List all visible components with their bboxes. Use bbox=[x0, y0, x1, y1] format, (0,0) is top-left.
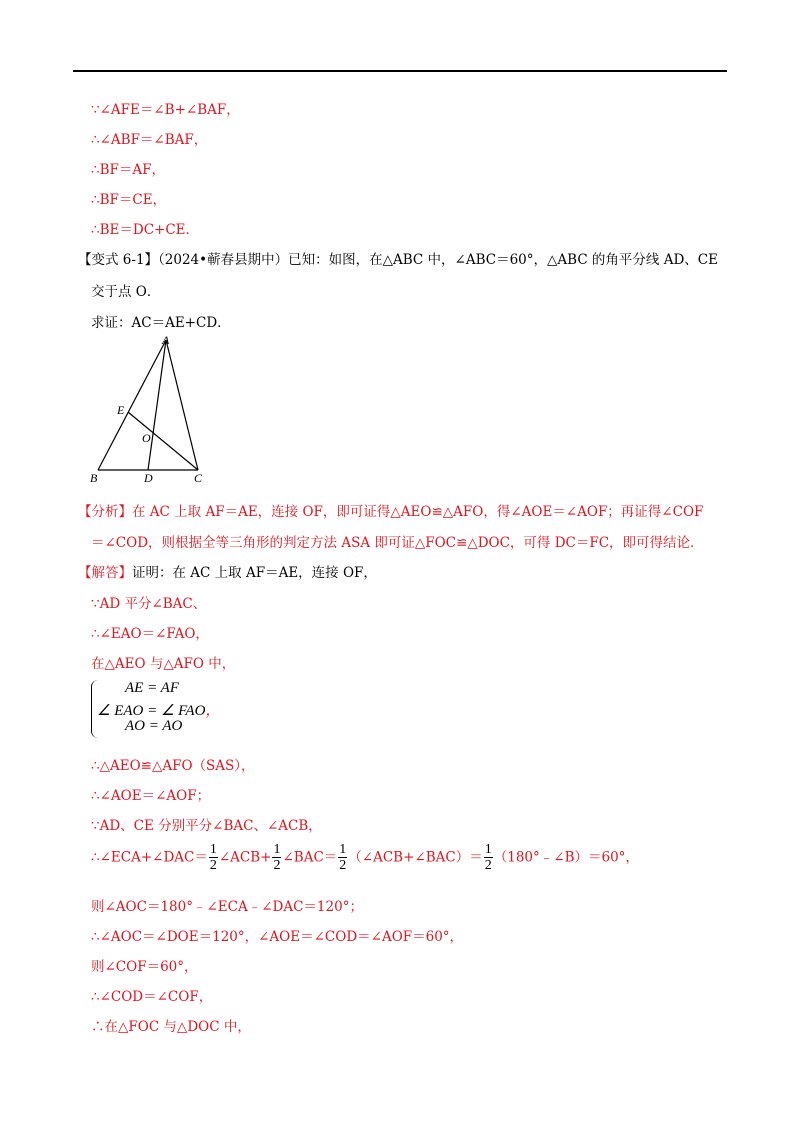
variant-tag: 【变式 6-1】 bbox=[78, 252, 159, 268]
variant-heading bbox=[78, 248, 718, 268]
answer-text: 证明：在 AC 上取 AF＝AE，连接 OF， bbox=[132, 565, 377, 581]
fraction-half bbox=[272, 843, 281, 873]
analysis-line: 【分析】在 AC 上取 AF＝AE，连接 OF，即可证得△AEO≌△AFO，得∠AOE＝∠AOF；再证得∠COF bbox=[78, 504, 704, 520]
label-c: C bbox=[194, 471, 203, 484]
text-line: ∴BF＝CE， bbox=[91, 192, 167, 208]
text-line: ∴∠COD＝∠COF， bbox=[91, 989, 213, 1005]
text-line: 则∠COF＝60°， bbox=[91, 959, 198, 975]
system-comma: ， bbox=[205, 703, 221, 719]
label-a: A bbox=[162, 333, 170, 347]
label-e: E bbox=[117, 403, 125, 417]
text-line: ∴BE＝DC+CE． bbox=[91, 222, 200, 238]
prove-statement: 求证：AC＝AE+CD． bbox=[91, 315, 231, 331]
expr-part: （180°﹣∠B）＝60°， bbox=[493, 849, 639, 866]
numerator: 1 bbox=[273, 842, 281, 857]
text-line: ∵∠AFE＝∠B+∠BAF， bbox=[91, 102, 240, 118]
label-o: O bbox=[142, 431, 151, 445]
analysis-line: ＝∠COD，则根据全等三角形的判定方法 ASA 即可证△FOC≌△DOC，可得 DC＝FC，即可得结论． bbox=[91, 535, 704, 551]
system-row: AE = AF bbox=[125, 680, 180, 696]
fraction-line bbox=[91, 843, 639, 873]
fraction-half bbox=[338, 843, 347, 873]
fraction-half bbox=[209, 843, 218, 873]
text-line: ∴∠EAO＝∠FAO， bbox=[91, 626, 209, 642]
text-line: 则∠AOC＝180°﹣∠ECA﹣∠DAC＝120°； bbox=[91, 899, 363, 915]
text-line: ∴△AEO≌△AFO（SAS）， bbox=[91, 758, 255, 774]
triangle-figure bbox=[88, 332, 213, 484]
text-line: ∴BF＝AF， bbox=[91, 162, 165, 178]
answer-tag: 【解答】 bbox=[78, 565, 132, 581]
system-row-text: ∠ EAO = ∠ FAO bbox=[97, 703, 206, 719]
side-ab bbox=[98, 340, 166, 470]
bisector-ad bbox=[148, 340, 166, 470]
numerator: 1 bbox=[339, 842, 347, 857]
expr-part: ∴∠ECA+∠DAC＝ bbox=[91, 849, 208, 866]
denominator: 2 bbox=[484, 858, 492, 873]
denominator: 2 bbox=[339, 858, 347, 873]
denominator: 2 bbox=[273, 858, 281, 873]
equation-system bbox=[91, 680, 251, 738]
text-line: ∵AD、CE 分别平分∠BAC、∠ACB， bbox=[91, 818, 322, 834]
side-ac bbox=[166, 340, 198, 470]
header-rule bbox=[73, 70, 727, 72]
numerator: 1 bbox=[209, 842, 217, 857]
variant-text: （2024•蕲春县期中）已知：如图，在△ABC 中，∠ABC＝60°，△ABC 的角平分线 AD、CE bbox=[158, 252, 718, 268]
text-line: ∴∠ABF＝∠BAF， bbox=[91, 132, 208, 148]
answer-heading bbox=[78, 561, 377, 581]
expr-part: ∠ACB+ bbox=[218, 849, 272, 866]
numerator: 1 bbox=[484, 842, 492, 857]
system-row bbox=[97, 699, 220, 720]
text-line: ∴在△FOC 与△DOC 中， bbox=[91, 1019, 251, 1035]
label-d: D bbox=[144, 471, 153, 484]
bisector-ce bbox=[128, 412, 198, 470]
fraction-half bbox=[484, 843, 493, 873]
label-b: B bbox=[90, 471, 98, 484]
text-line: ∵AD 平分∠BAC、 bbox=[91, 596, 207, 612]
text-line: ∴∠AOC＝∠DOE＝120°，∠AOE＝∠COD＝∠AOF＝60°， bbox=[91, 929, 464, 945]
text-line: ∴∠AOE＝∠AOF； bbox=[91, 788, 211, 804]
denominator: 2 bbox=[209, 858, 217, 873]
variant-text-cont: 交于点 O． bbox=[91, 284, 161, 300]
text-line: 在△AEO 与△AFO 中， bbox=[91, 656, 236, 672]
expr-part: ∠BAC＝ bbox=[282, 849, 338, 866]
expr-part: （∠ACB+∠BAC）＝ bbox=[348, 849, 483, 866]
system-row: AO = AO bbox=[125, 718, 183, 734]
